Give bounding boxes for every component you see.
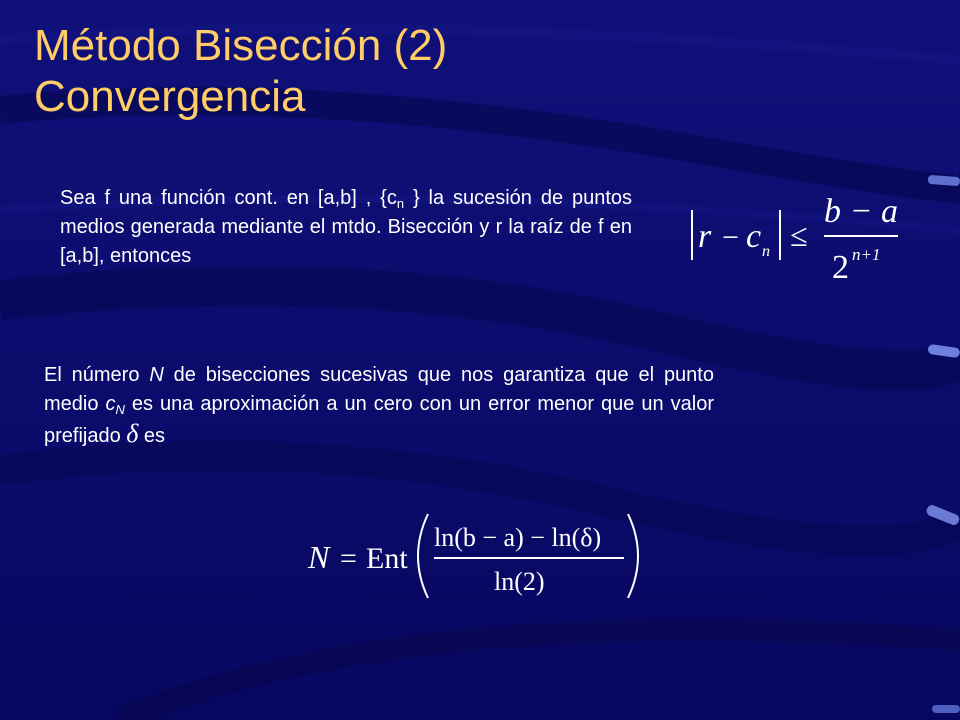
paragraph2-delta: δ — [126, 419, 139, 448]
paren-left — [418, 514, 428, 598]
paragraph1-subscript: n — [396, 196, 405, 211]
title-line-2: Convergencia — [34, 72, 306, 121]
paragraph-number-of-bisections — [44, 361, 714, 451]
formula-c-sub: n — [762, 243, 770, 260]
formula-minus: − — [722, 221, 739, 254]
formula-denominator-base: 2 — [832, 249, 849, 286]
formula-leq: ≤ — [790, 217, 808, 253]
paragraph2-var-N: N — [149, 364, 164, 386]
slide-title — [34, 20, 447, 122]
paragraph2-text-a: El número — [44, 364, 150, 386]
formula-N-numerator: ln(b − a) − ln(δ) — [434, 523, 602, 552]
edge-streak — [932, 705, 960, 713]
formula-N-lhs: N — [308, 539, 330, 575]
paragraph2-c-sub: N — [115, 402, 125, 417]
formula-N — [306, 510, 646, 606]
paragraph2-text-c: es una aproximación a un cero con un error menor que un valor prefijado — [44, 393, 715, 447]
formula-denominator-exp: n+1 — [852, 245, 881, 264]
title-line-1: Método Bisección (2) — [34, 21, 448, 70]
formula-numerator: b − a — [824, 193, 898, 230]
paragraph-definition — [60, 184, 632, 271]
formula-error-bound — [684, 190, 904, 286]
formula-r: r — [698, 218, 712, 255]
paragraph2-text-b: de bisecciones sucesivas que nos garantiza que el punto medio — [44, 364, 714, 415]
formula-c: c — [746, 218, 762, 255]
paragraph1-text-b: } la sucesión de puntos medios generada mediante el mtdo. Bisección y r la raíz de f en [a,b], entonces — [60, 187, 633, 267]
paragraph2-c: c — [105, 393, 116, 415]
paragraph1-text-a: Sea f una función cont. en [a,b] , {c — [60, 187, 397, 209]
paragraph2-text-d: es — [138, 425, 166, 447]
formula-N-func: Ent — [366, 542, 408, 575]
paren-right — [628, 514, 638, 598]
formula-N-eq: = — [340, 542, 357, 575]
formula-N-denominator: ln(2) — [494, 567, 545, 596]
